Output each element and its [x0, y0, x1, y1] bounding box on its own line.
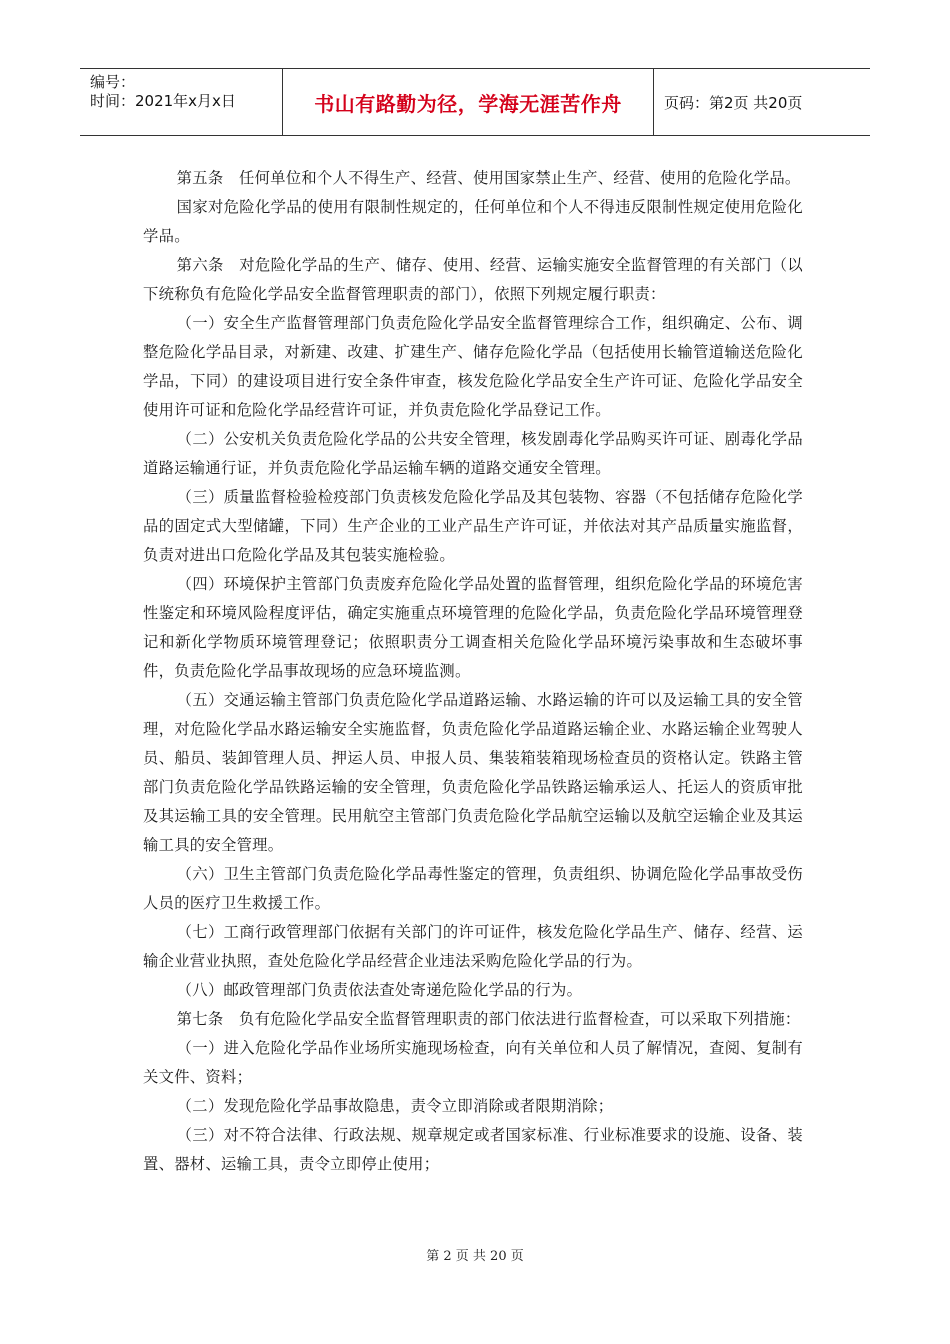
- paragraph: 第七条 负有危险化学品安全监督管理职责的部门依法进行监督检查，可以采取下列措施：: [176, 1010, 801, 1028]
- paragraph: （二）发现危险化学品事故隐患，责令立即消除或者限期消除；: [176, 1097, 614, 1115]
- paragraph: 国家对危险化学品的使用有限制性规定的，任何单位和个人不得违反限制性规定使用危险化学品。: [143, 198, 803, 245]
- paragraph: （四）环境保护主管部门负责废弃危险化学品处置的监督管理，组织危险化学品的环境危害性鉴定和环境风险程度评估，确定实施重点环境管理的危险化学品，负责危险化学品环境管理登记和新化学物质环境管理登记；依照职责分工调查相关危险化学品环境污染事故和生态破坏事件，负责危险化学品事故现场的应急环境监测。: [143, 575, 803, 680]
- paragraph: （六）卫生主管部门负责危险化学品毒性鉴定的管理，负责组织、协调危险化学品事故受伤人员的医疗卫生救援工作。: [143, 865, 803, 912]
- serial-number-label: 编号：: [90, 73, 136, 91]
- header-meta: [80, 69, 282, 135]
- paragraph: （七）工商行政管理部门依据有关部门的许可证件，核发危险化学品生产、储存、经营、运输企业营业执照，查处危险化学品经营企业违法采购危险化学品的行为。: [143, 923, 803, 970]
- paragraph: 第六条 对危险化学品的生产、储存、使用、经营、运输实施安全监督管理的有关部门（以下统称负有危险化学品安全监督管理职责的部门），依照下列规定履行职责：: [143, 256, 803, 303]
- page-header: [80, 68, 870, 136]
- header-motto: 书山有路勤为径，学海无涯苦作舟: [282, 69, 654, 135]
- paragraph: 第五条 任何单位和个人不得生产、经营、使用国家禁止生产、经营、使用的危险化学品。: [176, 169, 801, 187]
- header-page-info: 页码：第2页 共20页: [664, 93, 803, 112]
- paragraph: （三）对不符合法律、行政法规、规章规定或者国家标准、行业标准要求的设施、设备、装置、器材、运输工具，责令立即停止使用；: [143, 1126, 803, 1173]
- paragraph: （三）质量监督检验检疫部门负责核发危险化学品及其包装物、容器（不包括储存危险化学品的固定式大型储罐，下同）生产企业的工业产品生产许可证，并依法对其产品质量实施监督，负责对进出口危险化学品及其包装实施检验。: [143, 488, 803, 564]
- document-body: [143, 164, 803, 1179]
- paragraph: （二）公安机关负责危险化学品的公共安全管理，核发剧毒化学品购买许可证、剧毒化学品道路运输通行证，并负责危险化学品运输车辆的道路交通安全管理。: [143, 430, 803, 477]
- date-label: 时间：2021年x月x日: [90, 92, 236, 110]
- paragraph: （一）进入危险化学品作业场所实施现场检查，向有关单位和人员了解情况，查阅、复制有关文件、资料；: [143, 1039, 803, 1086]
- paragraph: （五）交通运输主管部门负责危险化学品道路运输、水路运输的许可以及运输工具的安全管理，对危险化学品水路运输安全实施监督，负责危险化学品道路运输企业、水路运输企业驾驶人员、船员、装卸管理人员、押运人员、申报人员、集装箱装箱现场检查员的资格认定。铁路主管部门负责危险化学品铁路运输的安全管理，负责危险化学品铁路运输承运人、托运人的资质审批及其运输工具的安全管理。民用航空主管部门负责危险化学品航空运输以及航空运输企业及其运输工具的安全管理。: [143, 691, 803, 854]
- paragraph: （八）邮政管理部门负责依法查处寄递危险化学品的行为。: [176, 981, 583, 999]
- page-footer: 第 2 页 共 20 页: [426, 1249, 524, 1264]
- paragraph: （一）安全生产监督管理部门负责危险化学品安全监督管理综合工作，组织确定、公布、调整危险化学品目录，对新建、改建、扩建生产、储存危险化学品（包括使用长输管道输送危险化学品，下同）的建设项目进行安全条件审查，核发危险化学品安全生产许可证、危险化学品安全使用许可证和危险化学品经营许可证，并负责危险化学品登记工作。: [143, 314, 803, 419]
